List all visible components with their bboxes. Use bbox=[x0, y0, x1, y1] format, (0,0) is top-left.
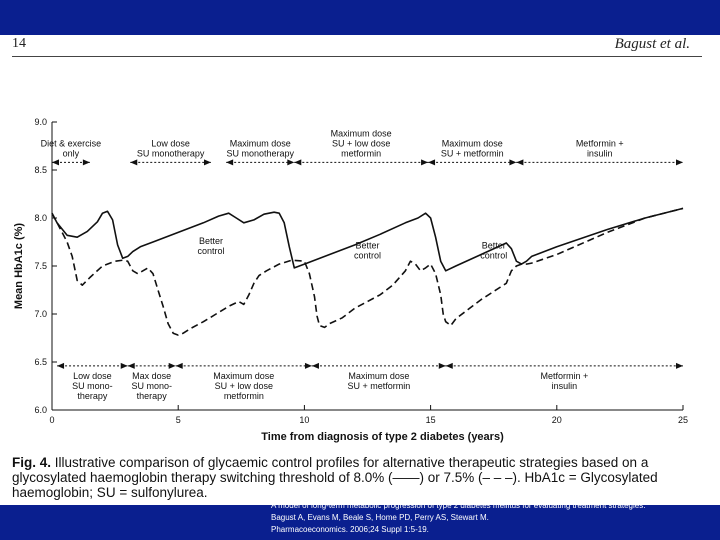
lower-segment-label: Low dose bbox=[73, 370, 112, 381]
y-tick-label: 8.5 bbox=[34, 165, 47, 175]
figure-label: Fig. 4. bbox=[12, 455, 52, 470]
lower-segment-label: SU mono- bbox=[72, 380, 113, 391]
y-tick-label: 9.0 bbox=[34, 117, 47, 127]
citation bbox=[271, 500, 716, 536]
annotation-better-control: Better bbox=[481, 240, 506, 251]
upper-segment-arrow-arrowhead bbox=[676, 159, 683, 165]
lower-segment-label: therapy bbox=[136, 390, 167, 401]
lower-segment-label: SU + metformin bbox=[347, 380, 411, 391]
annotation-better-control: control bbox=[353, 250, 382, 261]
y-tick-label: 7.5 bbox=[34, 261, 47, 271]
annotation-better-control: control bbox=[480, 250, 508, 261]
upper-segment-label: insulin bbox=[586, 148, 613, 159]
upper-segment-label: SU + low dose bbox=[332, 138, 391, 149]
x-tick-label: 0 bbox=[49, 415, 55, 425]
annotation-better-control: Better bbox=[355, 240, 380, 251]
upper-segment-arrow-arrowhead bbox=[130, 159, 137, 165]
upper-segment-arrow-arrowhead bbox=[421, 159, 428, 165]
upper-segment-arrow-arrowhead bbox=[428, 159, 435, 165]
upper-segment-label: Low dose bbox=[151, 138, 190, 149]
upper-segment-label: Maximum dose bbox=[330, 128, 392, 139]
upper-segment-arrow-arrowhead bbox=[294, 159, 301, 165]
lower-segment-arrow-arrowhead bbox=[439, 363, 446, 369]
figure-caption-text: Illustrative comparison of glycaemic control profiles for alternative therapeutic strategies based on a glycosylated haemoglobin therapy switching threshold of 8.0% (——) or 7.5% (– – –). HbA1c = Glycosylated haemoglobin; SU = sulfonylurea. bbox=[12, 455, 658, 500]
upper-segment-arrow-arrowhead bbox=[226, 159, 233, 165]
lower-segment-label: Maximum dose bbox=[213, 370, 275, 381]
citation-authors: Bagust A, Evans M, Beale S, Home PD, Perry AS, Stewart M. bbox=[271, 513, 489, 522]
y-tick-label: 6.5 bbox=[34, 357, 47, 367]
upper-segment-arrow-arrowhead bbox=[509, 159, 516, 165]
y-tick-label: 7.0 bbox=[34, 309, 47, 319]
lower-segment-arrow-arrowhead bbox=[312, 363, 319, 369]
upper-segment-label: SU monotherapy bbox=[226, 148, 295, 159]
lower-segment-arrow-arrowhead bbox=[128, 363, 135, 369]
series-line-dashed bbox=[52, 208, 683, 335]
lower-segment-arrow-arrowhead bbox=[57, 363, 64, 369]
x-tick-label: 5 bbox=[175, 415, 181, 425]
upper-segment-label: Diet & exercise bbox=[40, 138, 102, 149]
y-tick-label: 6.0 bbox=[34, 405, 47, 415]
upper-segment-label: SU + metformin bbox=[440, 148, 504, 159]
annotation-better-control: control bbox=[197, 245, 225, 256]
lower-segment-arrow-arrowhead bbox=[169, 363, 176, 369]
lower-segment-arrow-arrowhead bbox=[121, 363, 128, 369]
lower-segment-label: therapy bbox=[77, 390, 108, 401]
x-tick-label: 15 bbox=[425, 415, 436, 425]
lower-segment-arrow-arrowhead bbox=[305, 363, 312, 369]
lower-segment-label: SU mono- bbox=[131, 380, 172, 391]
upper-segment-label: metformin bbox=[341, 148, 382, 159]
x-axis-title: Time from diagnosis of type 2 diabetes (years) bbox=[261, 431, 504, 443]
x-tick-label: 10 bbox=[299, 415, 310, 425]
lower-segment-label: Metformin + bbox=[540, 370, 589, 381]
lower-segment-label: insulin bbox=[551, 380, 578, 391]
upper-segment-label: Metformin + bbox=[575, 138, 624, 149]
citation-title: A model of long-term metabolic progression of type 2 diabetes mellitus for evaluating treatment strategies. bbox=[271, 501, 646, 510]
upper-segment-label: SU monotherapy bbox=[136, 148, 205, 159]
lower-segment-arrow-arrowhead bbox=[176, 363, 183, 369]
lower-segment-label: Maximum dose bbox=[348, 370, 410, 381]
upper-segment-label: only bbox=[62, 148, 80, 159]
y-tick-label: 8.0 bbox=[34, 213, 47, 223]
upper-segment-label: Maximum dose bbox=[441, 138, 503, 149]
upper-segment-arrow-arrowhead bbox=[52, 159, 59, 165]
lower-segment-arrow-arrowhead bbox=[676, 363, 683, 369]
series-line-solid bbox=[52, 208, 683, 270]
lower-segment-label: SU + low dose bbox=[214, 380, 273, 391]
figure-caption bbox=[12, 455, 712, 500]
lower-segment-arrow-arrowhead bbox=[446, 363, 453, 369]
page-author: Bagust et al. bbox=[614, 36, 690, 52]
annotation-better-control: Better bbox=[199, 235, 224, 246]
upper-segment-arrow-arrowhead bbox=[287, 159, 294, 165]
x-tick-label: 20 bbox=[551, 415, 562, 425]
citation-journal: Pharmacoeconomics. 2006;24 Suppl 1:5-19. bbox=[271, 525, 429, 534]
upper-segment-arrow-arrowhead bbox=[204, 159, 211, 165]
page-number: 14 bbox=[12, 36, 26, 51]
x-tick-label: 25 bbox=[677, 415, 689, 425]
lower-segment-label: metformin bbox=[223, 390, 264, 401]
upper-segment-label: Maximum dose bbox=[229, 138, 291, 149]
upper-segment-arrow-arrowhead bbox=[83, 159, 90, 165]
lower-segment-label: Max dose bbox=[132, 370, 172, 381]
y-axis-title: Mean HbA1c (%) bbox=[13, 222, 25, 310]
upper-segment-arrow-arrowhead bbox=[516, 159, 523, 165]
